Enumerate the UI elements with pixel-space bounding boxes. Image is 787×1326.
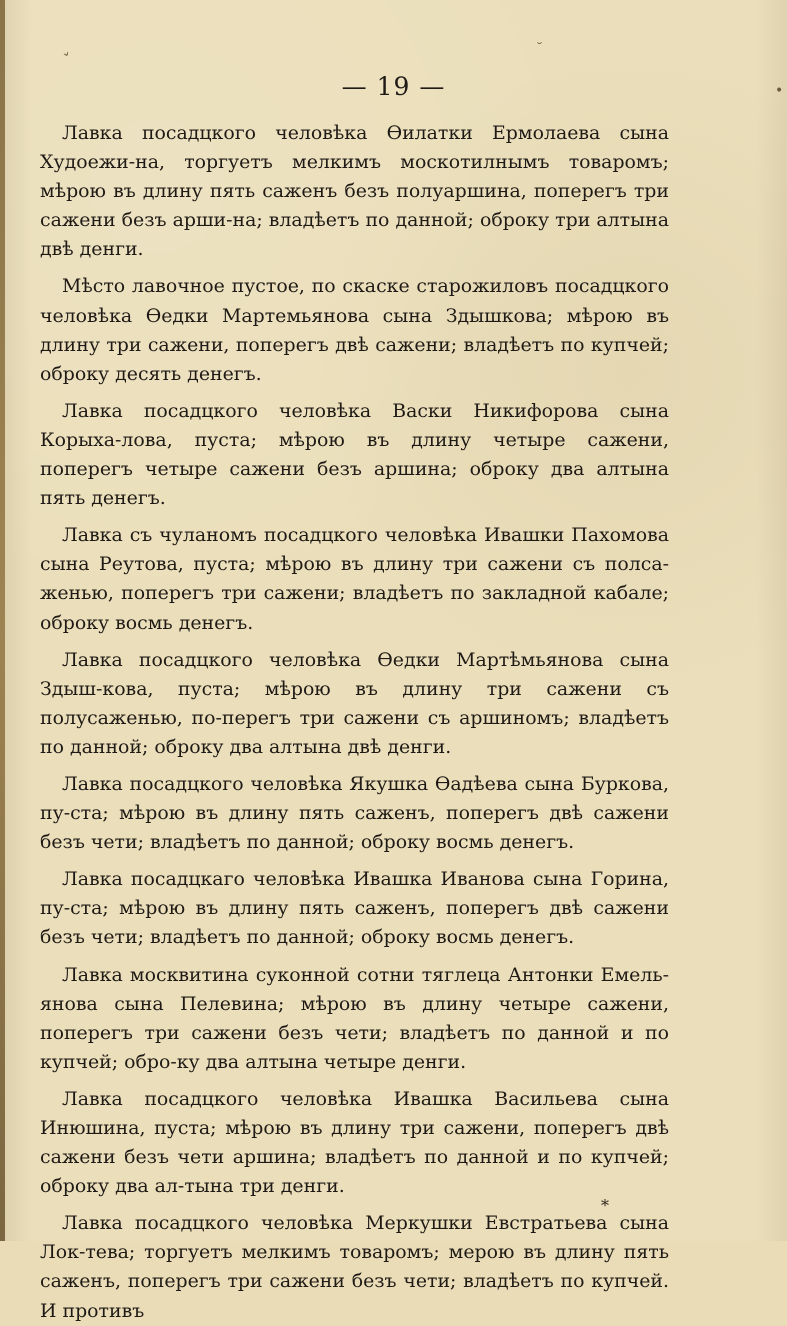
page-mark-right-top: ˘ <box>536 41 543 57</box>
paragraph-5: Лавка посадцкого человѣка Ѳедки Мартѣмьянова сына Здыш-кова, пуста; мѣрою въ длину три сажени съ полусаженью, по-перегъ три сажени съ аршиномъ; владѣетъ по данной; оброку два алтына двѣ денги. <box>40 648 669 758</box>
paragraph-6: Лавка посадцкого человѣка Якушка Ѳадѣева сына Буркова, пу-ста; мѣрою въ длину пять саженъ, поперегъ двѣ сажени безъ чети; владѣетъ по данной; оброку восмь денегъ. <box>40 772 669 854</box>
page-mark-right-side: • <box>775 83 784 99</box>
paragraph-4: Лавка съ чуланомъ посадцкого человѣка Ивашки Пахомова сына Реутова, пуста; мѣрою въ длину три сажени съ полса-женью, поперегъ три сажени; владѣетъ по закладной кабале; оброку восмь денегъ. <box>40 524 669 634</box>
page-mark-bottom-star: * <box>601 1196 609 1215</box>
page-mark-left-top: ˇ <box>61 49 77 70</box>
document-body <box>40 119 669 1326</box>
paragraph-8: Лавка москвитина суконной сотни тяглеца Антонки Емель-янова сына Пелевина; мѣрою въ длину четыре сажени, поперегъ три сажени безъ чети; владѣетъ по данной и по купчей; обро-ку два алтына четыре денги. <box>40 963 669 1073</box>
page-binding-edge <box>0 0 5 1241</box>
paragraph-10: Лавка посадцкого человѣка Меркушки Евстратьева сына Лок-тева; торгуетъ мелкимъ товаромъ; мерою въ длину пять саженъ, поперегъ три сажени безъ чети; владѣетъ по купчей. И противъ <box>40 1212 669 1322</box>
paragraph-3: Лавка посадцкого человѣка Васки Никифорова сына Корыха-лова, пуста; мѣрою въ длину четыре сажени, поперегъ четыре сажени безъ аршина; оброку два алтына пять денегъ. <box>40 399 669 510</box>
page-number: — 19 — <box>341 72 446 101</box>
paragraph-7: Лавка посадцкаго человѣка Ивашка Иванова сына Горина, пу-ста; мѣрою въ длину пять саженъ, поперегъ двѣ сажени безъ чети; владѣетъ по данной; оброку восмь денегъ. <box>40 868 669 949</box>
paragraph-9: Лавка посадцкого человѣка Ивашка Васильева сына Инюшина, пуста; мѣрою въ длину три сажени, поперегъ двѣ сажени безъ чети аршина; владѣетъ по данной и по купчей; оброку два ал-тына три денги. <box>40 1087 669 1198</box>
paragraph-1: Лавка посадцкого человѣка Ѳилатки Ермолаева сына Худоежи-на, торгуетъ мелкимъ москотилнымъ товаромъ; мѣрою въ длину пять саженъ безъ полуаршина, поперегъ три сажени безъ арши-на; владѣетъ по данной; оброку три алтына двѣ денги. <box>40 122 669 261</box>
paragraph-2: Мѣсто лавочное пустое, по скаске старожиловъ посадцкого человѣка Ѳедки Мартемьянова сына Здышкова; мѣрою въ длину три сажени, поперегъ двѣ сажени; владѣетъ по купчей; оброку десять денегъ. <box>40 275 669 385</box>
